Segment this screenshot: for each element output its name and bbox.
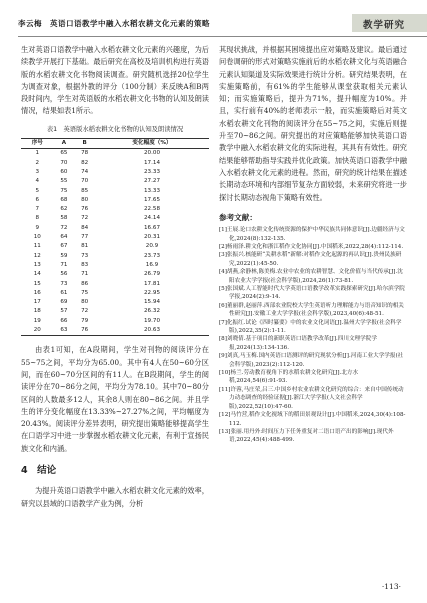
table-cell: 26.32 [144,308,161,315]
page-number: ·113· [381,582,401,591]
table-cell: 4 [35,178,40,185]
reference-item: [13]张丽.用丹外:时间压力下任务重复对二语口语产出的影响[J].现代外语,2022,45(4):488-499. [219,428,394,444]
reference-item: [3]张振兴.核能研“关耕水稻”新解:对稻作文化起源的再认识[J].贵州民族研究,2022(1):45-50. [219,252,402,267]
table-row [21,214,209,223]
table-cell: 16.67 [144,224,161,231]
table-row [21,289,209,298]
table-cell: 16 [33,289,41,296]
table-cell: 73 [81,252,89,259]
table-cell: 61 [60,289,68,296]
table-row [21,177,209,186]
table-cell: 67 [60,243,68,250]
reading-score-table [21,138,209,336]
table-cell: 17.65 [144,196,161,203]
table-cell: 22.95 [144,289,161,296]
table-cell: 9 [35,224,40,231]
table-row [21,307,209,316]
col-header-index: 序号 [31,140,43,147]
table-cell: 3 [35,168,40,175]
reference-item: [6]董丽群,赵丽萍.西部农业院校大学生英语听力理解能力与语音知识的相关性研究[J].安徽工业大学学报(社会科学版),2023,40(6):48-51. [219,302,404,318]
table-row [21,159,209,168]
table-cell: 69 [60,299,68,306]
table-row [21,149,209,159]
table-cell: 23.33 [144,168,161,175]
table-row [21,187,209,196]
table-cell: 20.31 [144,234,161,241]
reference-item: [10]杨兰.劳动教育视角下的水稻农耕文化研究[J].北方水稻,2024,54(6):91-93. [219,370,359,385]
table-row [21,168,209,177]
table-cell: 20.00 [144,150,161,157]
table-cell: 60 [60,168,68,175]
table-cell: 19.70 [144,317,161,324]
table-cell: 75 [81,289,89,296]
table-cell: 17.81 [144,280,161,287]
table-cell: 73 [60,280,68,287]
table-cell: 6 [35,196,40,203]
paragraph-conclusion-start: 为提升英语口语教学中融入水稻农耕文化元素的效率，研究以县域的口语教学产业为例，分析 [21,486,209,508]
table-cell: 20.63 [144,327,161,334]
table-cell: 81 [81,243,89,250]
table-cell: 2 [35,159,40,166]
table-cell: 71 [60,261,68,268]
table-cell: 57 [60,308,68,315]
table-cell: 75 [60,187,68,194]
table-cell: 20 [33,327,41,334]
table-cell: 13.33 [144,187,161,194]
page-header [0,14,427,36]
references-list [219,226,407,445]
table-cell: 82 [81,159,89,166]
table-cell: 16.9 [145,261,159,268]
table-cell: 24.14 [144,215,161,222]
col-header-change: 变化幅度（%） [132,140,172,147]
table-row [21,196,209,205]
paragraph-conclusion: 其现状挑战，并根据其困境提出应对策略及建议。最后通过问卷调研的形式对策略实施前后的水稻农耕文化与英语融合元素认知渠道及实际效果进行统计分析。研究结果表明，在实施策略前，有61%的学生能够从课堂获取相关元素认知；而实施策略后，提升为71%，提升幅度为10%。并且，实行前有40%的老师表示一般，而实施策略后对英文水稻农耕文化刊物的阅读评分在55~75之间，实施后则提升至70~86之间。研究提出的对应策略能够加快英语口语教学中融入水稻农耕文化的实际进程，其具有有效性。研究结果能够帮助指导实践并优化政策。加快英语口语教学中融入水稻农耕文化元素的进程。然而，研究的统计结果在描述长期动态环境和内部细节复杂方面较弱，未来研究将进一步探讨长期动态视角下策略有效性。 [219,45,407,202]
table-cell: 23.73 [144,252,161,259]
col-header-a: A [61,140,67,147]
reference-item: [11]许蓉,马庄荣,吕三.中国乡村农业农耕文化研究的综合：来自中国传统动力动态调查的经验证据[J].浙江大学学报(人文社会科学版),2022,52(10):47-60. [219,386,404,410]
table-cell: 7 [35,206,40,213]
reference-item: [5]张国斌.人工智能时代大学英语口语教学改革实践探索研究[J].哈尔滨学院学报,2024(2):9-14. [219,286,405,301]
table-cell: 56 [60,271,68,278]
table-cell: 70 [60,159,68,166]
table-cell: 85 [81,187,89,194]
table-cell: 19 [33,317,41,324]
section-label: 教学研究 [362,20,405,31]
table-cell: 22.58 [144,206,161,213]
table-cell: 72 [81,308,89,315]
table-cell: 86 [81,280,89,287]
table-cell: 63 [60,327,68,334]
table-row [21,224,209,233]
table-row [21,233,209,242]
table-cell: 72 [81,215,89,222]
paragraph-survey: 生对英语口语教学中融入水稻农耕文化元素的兴趣度，为后续教学开展打下基础。最后研究在高校及培训机构进行英语版的水稻农耕文化书物阅读调查。研究随机选择20位学生为调查对象，根据外教的评分（100分制）来反映A和B两段时间内，学生对英语版的水稻农耕文化书物的认知及朗读情况，结果如表1所示。 [21,45,209,116]
table-cell: 20.9 [145,243,159,250]
table-cell: 70 [81,178,89,185]
table-cell: 26.79 [144,271,161,278]
table-row [21,205,209,214]
table-cell: 68 [60,196,68,203]
table-row [21,317,209,326]
table-caption: 表1 英语版水稻农耕文化书物的认知及朗读情况 [46,125,184,133]
table-header-row [21,139,209,149]
left-column [21,44,209,510]
table-cell: 76 [81,327,89,334]
table-row [21,298,209,307]
table-row [21,252,209,261]
table-cell: 74 [81,168,89,175]
table-cell: 76 [81,206,89,213]
table-cell: 12 [33,252,41,259]
table-cell: 80 [81,299,89,306]
table-cell: 8 [35,215,40,222]
table-cell: 17.14 [144,159,161,166]
table-cell: 13 [33,261,41,268]
table-cell: 71 [81,271,89,278]
table-cell: 14 [33,271,41,278]
table-cell: 66 [60,317,68,324]
table-row [21,270,209,279]
table-cell: 18 [33,308,41,315]
table-cell: 78 [81,150,89,157]
table-cell: 58 [60,215,68,222]
reference-item: [4]胡燕,余静林,陈美梅.农业中农业的农耕智慧、文化价值与当代传承[J].沈阳农业大学学报(社会科学版),2024,26(1):73-81. [219,269,403,284]
reference-item: [9]刘真,马玉梅.国内英语口语测评的研究现状分析[J].河南工业大学学报(社会科学版),2023(2):112-120. [219,353,404,368]
table-row [21,326,209,336]
table-cell: 77 [81,234,89,241]
table-cell: 15 [33,280,41,287]
table-cell: 15.94 [144,299,161,306]
running-title: 李云梅 英语口语教学中融入水稻农耕文化元素的策略 [18,19,210,28]
table-cell: 79 [81,317,89,324]
table-cell: 64 [60,234,68,241]
table-row [21,242,209,251]
table-cell: 27.27 [144,178,161,185]
table-row [21,261,209,270]
col-header-b: B [82,140,87,147]
table-cell: 5 [35,187,40,194]
table-cell: 65 [60,150,68,157]
table-cell: 62 [60,206,68,213]
reference-item: [1]王展.论口农耕文化传统资源的保护中华民族共同体意识[J].边疆经济与文化,2024(8):132-135. [219,227,405,242]
table-cell: 80 [81,196,89,203]
section-heading-conclusion: 4 结论 [21,464,57,476]
reference-item: [12]马竹营,稻作文化视域下的稻田景观设计[J].中国稻米,2024,30(4):108-112. [219,412,406,427]
table-cell: 10 [33,234,41,241]
paragraph-analysis: 由表1可知，在A段期间，学生对刊物的阅读评分在55~75之间，平均分为65.00。其中有4人在50~60分区间，而在60~70分区间的有11人。在B段期间，学生的阅读评分在70~86分之间，平均分为78.10。其中70~80分区间的人数最多12人，其余8人则在80~86之间。并且学生的评分变化幅度在13.33%~27.27%之间，平均幅度为20.43%。阅读评分差异表明，研究提出策略能够提高学生在口语学习中进一步掌握水稻农耕文化元素，有利于宣扬民族文化和内涵。 [21,345,209,453]
reference-item: [8]刘晓倩.基于项目的新职英语口语教学改革[J].四川文理学院学报,2024(13):134-136. [219,336,377,351]
table-cell: 1 [35,150,40,157]
references-title: 参考文献： [219,212,257,222]
reference-item: [2]杨雨泽.耕文化和浙江稻作文化协同[J].中国稻米,2022,28(4):112-114. [219,243,404,250]
table-cell: 17 [33,299,41,306]
table-cell: 72 [60,224,68,231]
table-cell: 83 [81,261,89,268]
table-row [21,280,209,289]
table-cell: 59 [60,252,68,259]
table-cell: 11 [33,243,41,250]
table-body [21,149,209,336]
table-cell: 84 [81,224,89,231]
table-cell: 55 [60,178,68,185]
header-rule [18,36,427,37]
reference-item: [7]化振红.试论《四时纂要》中的农业文化词语[J].温州大学学报(社会科学版),2022,35(2):1-11. [219,319,402,335]
right-column [219,44,407,445]
